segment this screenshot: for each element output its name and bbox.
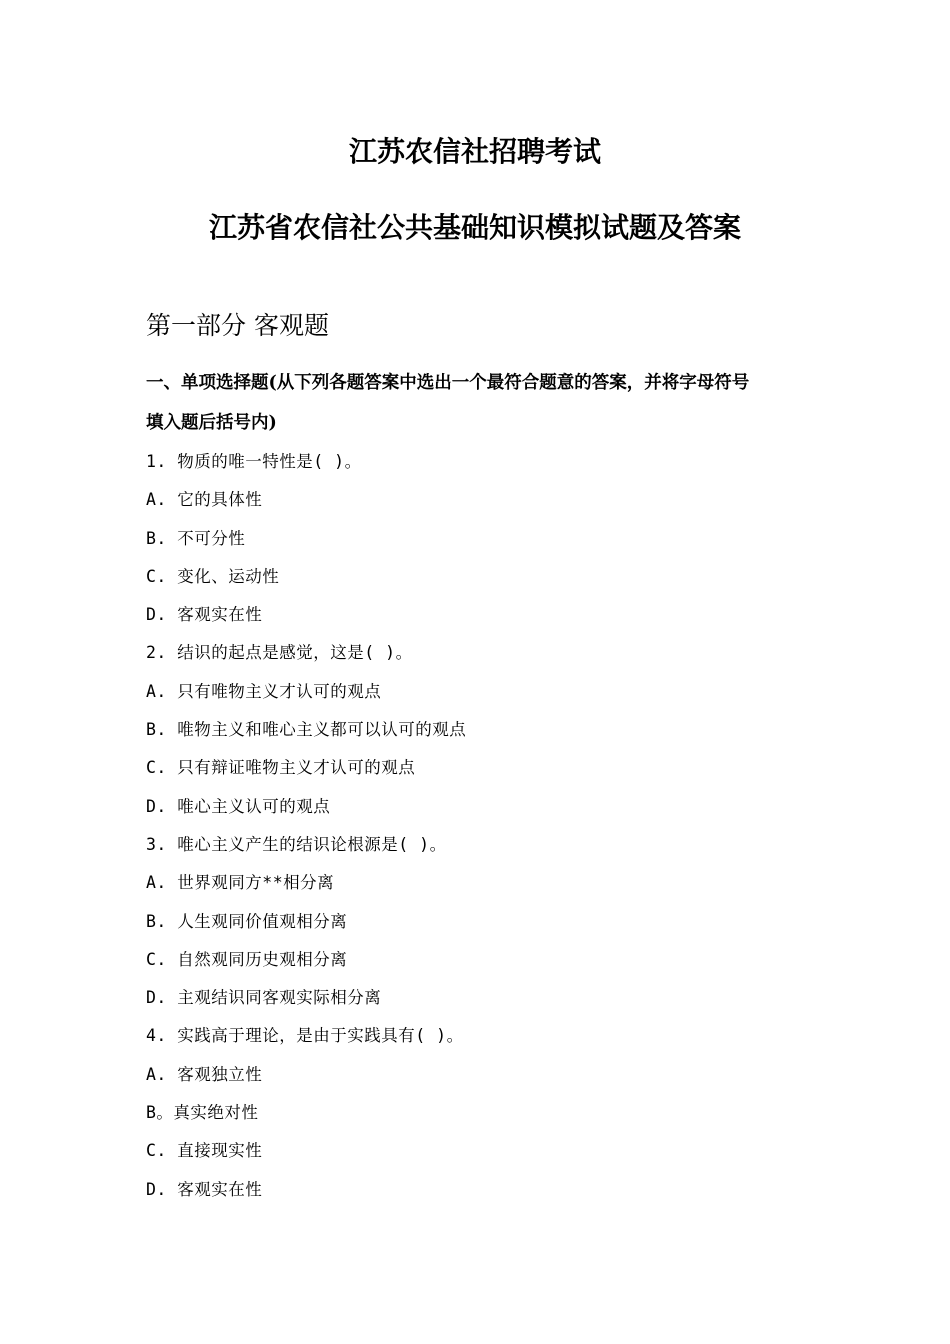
question-3-option-d: D. 主观结识同客观实际相分离 xyxy=(146,988,382,1008)
question-1-option-a: A. 它的具体性 xyxy=(146,490,263,510)
question-3-option-c: C. 自然观同历史观相分离 xyxy=(146,949,348,969)
question-3-option-b: B. 人生观同价值观相分离 xyxy=(146,911,348,931)
section-heading: 第一部分 客观题 xyxy=(146,311,329,340)
question-2-option-d: D. 唯心主义认可的观点 xyxy=(146,796,331,816)
question-list xyxy=(146,449,466,1215)
instruction-line-2: 填入题后括号内) xyxy=(146,413,277,433)
question-4-option-b: B。真实绝对性 xyxy=(146,1103,259,1123)
document-subtitle: 江苏省农信社公共基础知识模拟试题及答案 xyxy=(208,211,741,244)
question-4-option-a: A. 客观独立性 xyxy=(146,1064,263,1084)
question-2-option-c: C. 只有辩证唯物主义才认可的观点 xyxy=(146,758,416,778)
question-1-option-d: D. 客观实在性 xyxy=(146,605,263,625)
document-title: 江苏农信社招聘考试 xyxy=(348,135,601,168)
question-4-option-c: C. 直接现实性 xyxy=(146,1141,263,1161)
question-3-option-a: A. 世界观同方**相分离 xyxy=(146,873,335,893)
question-1-option-c: C. 变化、运动性 xyxy=(146,566,280,586)
question-4: 4. 实践高于理论，是由于实践具有( )。 xyxy=(146,1026,464,1046)
question-2: 2. 结识的起点是感觉，这是( )。 xyxy=(146,643,413,663)
question-2-option-b: B. 唯物主义和唯心主义都可以认可的观点 xyxy=(146,720,467,740)
question-1: 1. 物质的唯一特性是( )。 xyxy=(146,452,362,471)
question-4-option-d: D. 客观实在性 xyxy=(146,1179,263,1199)
question-2-option-a: A. 只有唯物主义才认可的观点 xyxy=(146,681,382,701)
question-3: 3. 唯心主义产生的结识论根源是( )。 xyxy=(146,834,447,854)
instruction-line-1: 一、单项选择题(从下列各题答案中选出一个最符合题意的答案，并将字母符号 xyxy=(146,373,750,393)
question-1-option-b: B. 不可分性 xyxy=(146,528,246,548)
